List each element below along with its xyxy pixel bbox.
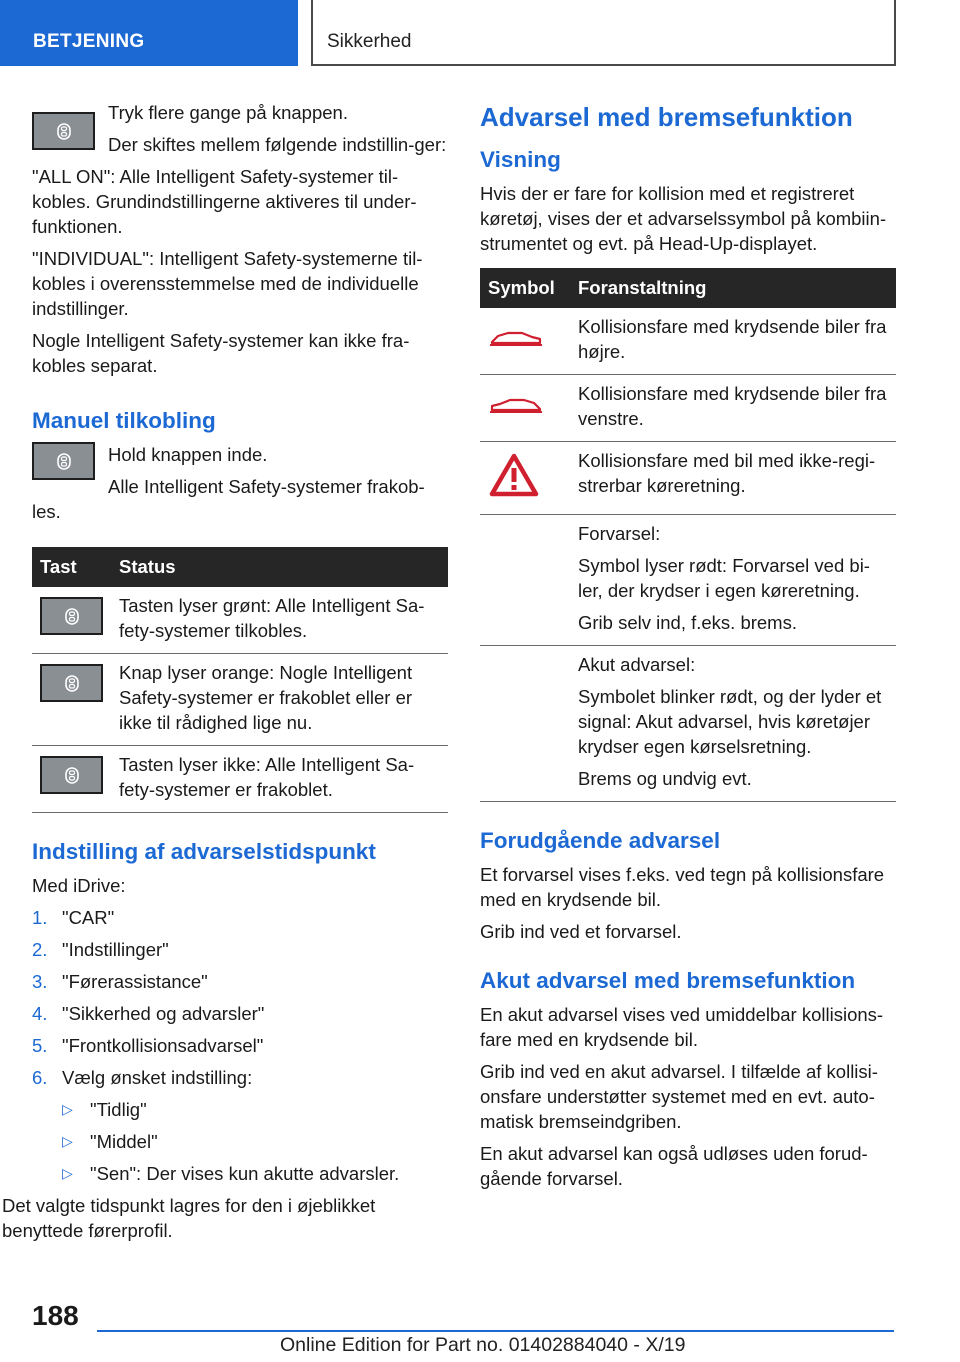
- chapter-title: Sikkerhed: [311, 0, 896, 66]
- safety-button-icon: [57, 123, 71, 140]
- footer-divider: [97, 1330, 894, 1332]
- table-row: [32, 654, 448, 746]
- footer-edition: Online Edition for Part no. 01402884040 - X/19: [280, 1334, 686, 1356]
- action-cell: Kollisionsfare med bil med ikke-regi-strerbar køreretning.: [570, 442, 896, 515]
- pre-warning-heading: Forudgående advarsel: [480, 828, 721, 853]
- safety-button-icon: [65, 608, 79, 625]
- action-cell: Akut advarsel: Symbolet blinker rødt, og der lyder et signal: Akut advarsel, hvis køretøjer krydser egen kørselsretning. Brems og undvig evt.: [570, 646, 896, 802]
- button-status-table: [32, 547, 448, 813]
- closing-text: Det valgte tidspunkt lagres for den i øjeblikket benyttede førerprofil.: [2, 1195, 376, 1241]
- table-header-status: Status: [111, 547, 448, 587]
- table-row: [480, 375, 896, 442]
- car-warning-icon: [488, 393, 544, 417]
- table-row: [480, 442, 896, 515]
- main-title: Advarsel med bremsefunktion: [480, 102, 853, 132]
- list-item: 4. "Sikkerhed og advarsler": [32, 1003, 265, 1024]
- pre-warning-p2: Grib ind ved et forvarsel.: [480, 921, 682, 942]
- table-row: [32, 587, 448, 654]
- manual-p2: Alle Intelligent Safety-systemer frakob-les.: [32, 476, 425, 522]
- options-list: [62, 1097, 448, 1186]
- manual-p1: Hold knappen inde.: [108, 444, 268, 465]
- warning-triangle-icon: [488, 452, 540, 498]
- display-text: Hvis der er fare for kollision med et registreret køretøj, vises der et advarselssymbol på kombiin-strumentet og evt. på Head-Up-displayet.: [480, 183, 887, 254]
- manual-block: [32, 442, 448, 531]
- section-tab: BETJENING: [0, 0, 298, 66]
- table-row: [32, 746, 448, 813]
- action-cell: Forvarsel: Symbol lyser rødt: Forvarsel ved bi-ler, der krydser i egen køreretning. Grib selv ind, f.eks. brems.: [570, 515, 896, 646]
- action-cell: Kollisionsfare med krydsende biler fra højre.: [570, 308, 896, 375]
- list-item: ▷ "Tidlig": [62, 1099, 147, 1120]
- safety-button-image: [40, 597, 103, 635]
- intro-p3: "ALL ON": Alle Intelligent Safety-systemer til-kobles. Grundindstillingerne aktiveres til under-funktionen.: [32, 166, 417, 237]
- table-header-symbol: Symbol: [480, 268, 570, 308]
- manual-heading: Manuel tilkobling: [32, 408, 216, 433]
- table-row: [480, 308, 896, 375]
- list-item: ▷ "Sen": Der vises kun akutte advarsler.: [62, 1163, 400, 1184]
- list-item: 1. "CAR": [32, 907, 115, 928]
- list-item: 2. "Indstillinger": [32, 939, 169, 960]
- intro-p4: "INDIVIDUAL": Intelligent Safety-systemerne til-kobles i overensstemmelse med de individuelle indstillinger.: [32, 248, 423, 319]
- safety-button-image: [40, 756, 103, 794]
- acute-warning-p2: Grib ind ved en akut advarsel. I tilfælde af kollisi-onsfare understøtter systemet med en evt. auto-matisk bremseindgriben.: [480, 1061, 878, 1132]
- table-header-action: Foranstaltning: [570, 268, 896, 308]
- timing-heading: Indstilling af advarselstidspunkt: [32, 839, 376, 864]
- status-cell: Knap lyser orange: Nogle Intelligent Safety-systemer er frakoblet eller er ikke til rådighed lige nu.: [111, 654, 448, 746]
- triangle-bullet-icon: ▷: [62, 1165, 73, 1181]
- list-item: ▷ "Middel": [62, 1131, 158, 1152]
- steps-list: [32, 905, 448, 1186]
- intro-p1: Tryk flere gange på knappen.: [108, 102, 348, 123]
- triangle-bullet-icon: ▷: [62, 1133, 73, 1149]
- timing-intro: Med iDrive:: [32, 875, 126, 896]
- pre-warning-p1: Et forvarsel vises f.eks. ved tegn på kollisionsfare med en krydsende bil.: [480, 864, 885, 910]
- safety-button-icon: [65, 767, 79, 784]
- list-item: 6. Vælg ønsket indstilling: ▷ "Tidlig" ▷ "Middel" ▷ "Sen": Der vises kun akutte advarsler.: [32, 1065, 448, 1186]
- safety-button-icon: [57, 453, 71, 470]
- triangle-bullet-icon: ▷: [62, 1101, 73, 1117]
- symbol-table: [480, 268, 896, 802]
- intro-block: [32, 100, 448, 164]
- display-heading: Visning: [480, 147, 561, 172]
- acute-warning-p1: En akut advarsel vises ved umiddelbar kollisions-fare med en krydsende bil.: [480, 1004, 884, 1050]
- table-header-key: Tast: [32, 547, 111, 587]
- table-row: [480, 515, 896, 646]
- intro-p5: Nogle Intelligent Safety-systemer kan ikke fra-kobles separat.: [32, 330, 410, 376]
- safety-button-icon: [65, 675, 79, 692]
- list-item: 3. "Førerassistance": [32, 971, 208, 992]
- acute-warning-p3: En akut advarsel kan også udløses uden forud-gående forvarsel.: [480, 1143, 868, 1189]
- list-item: 5. "Frontkollisionsadvarsel": [32, 1035, 264, 1056]
- page-number: 188: [32, 1300, 79, 1331]
- intro-p2: Der skiftes mellem følgende indstillin-ger:: [108, 134, 447, 155]
- acute-warning-heading: Akut advarsel med bremsefunktion: [480, 968, 856, 993]
- car-warning-icon: [488, 326, 544, 350]
- safety-button-image: [32, 442, 95, 480]
- safety-button-image: [32, 112, 95, 150]
- action-cell: Kollisionsfare med krydsende biler fra venstre.: [570, 375, 896, 442]
- status-cell: Tasten lyser grønt: Alle Intelligent Sa-fety-systemer tilkobles.: [111, 587, 448, 654]
- right-column: [480, 100, 896, 1198]
- safety-button-image: [40, 664, 103, 702]
- status-cell: Tasten lyser ikke: Alle Intelligent Sa-fety-systemer er frakoblet.: [111, 746, 448, 813]
- left-column: [2, 100, 448, 1250]
- table-row: [480, 646, 896, 802]
